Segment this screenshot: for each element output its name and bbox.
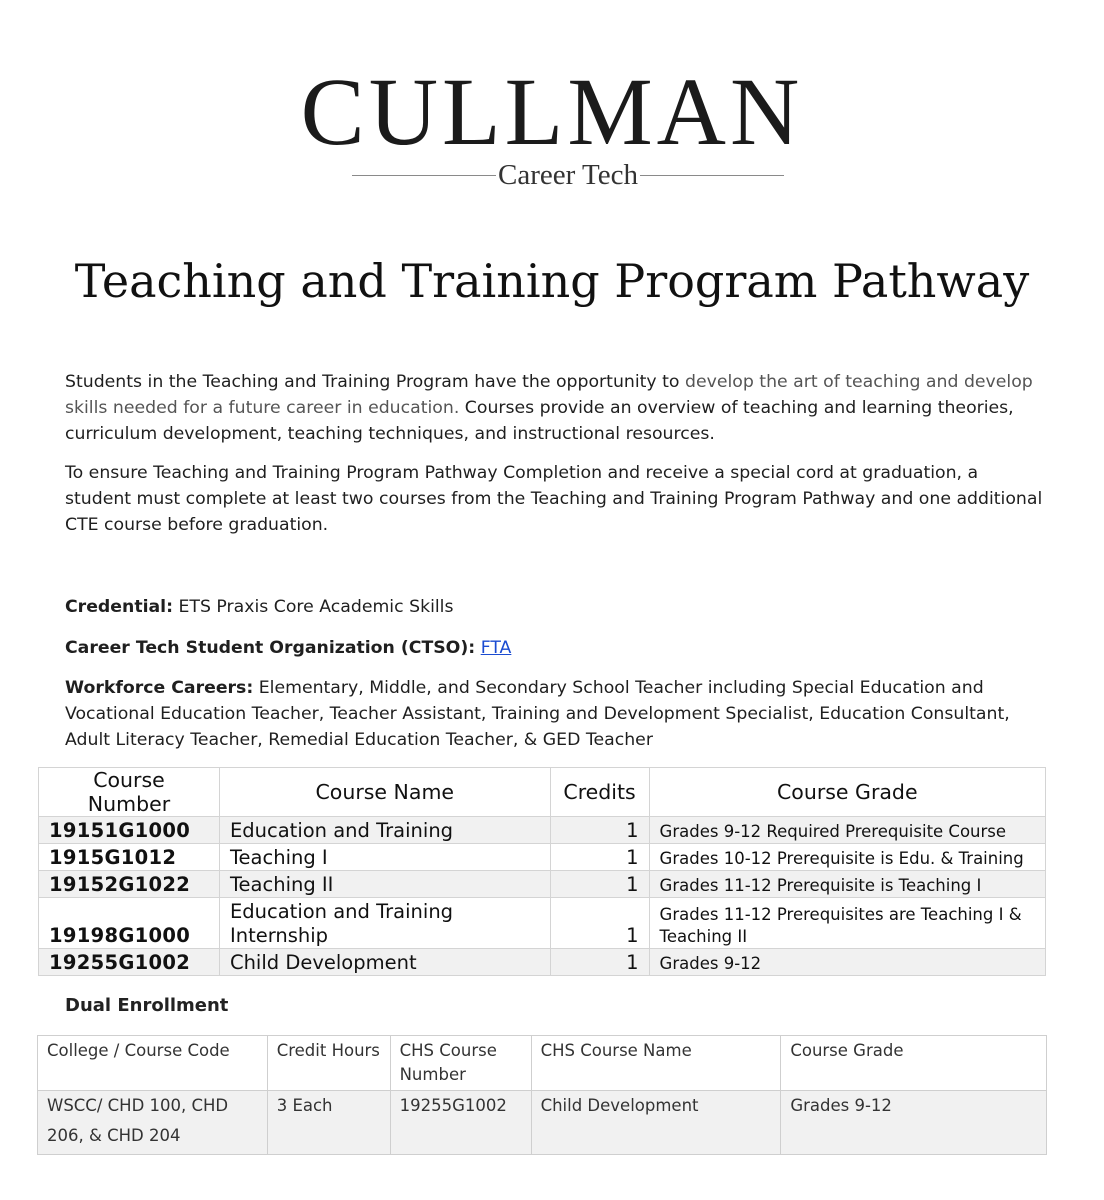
col-credit-hours: Credit Hours	[267, 1036, 390, 1091]
credential-line	[65, 594, 1055, 620]
course-grade: Grades 10-12 Prerequisite is Edu. & Training	[649, 844, 1045, 871]
table-row	[39, 871, 1046, 898]
logo-wordmark: CULLMAN	[300, 58, 804, 165]
course-table	[38, 767, 1046, 976]
logo-subtitle-row	[352, 160, 784, 190]
course-grade: Grades 9-12	[649, 949, 1045, 976]
intro-paragraph	[65, 369, 1045, 447]
course-number: 19255G1002	[39, 949, 220, 976]
course-name: Teaching I	[219, 844, 550, 871]
completion-paragraph: To ensure Teaching and Training Program Pathway Completion and receive a special cord at graduation, a student must complete at least two courses from the Teaching and Training Program Pathway and one additional CTE course before graduation.	[65, 463, 1043, 535]
ctso-label: Career Tech Student Organization (CTSO):	[65, 638, 476, 658]
course-name: Education and Training Internship	[219, 898, 550, 949]
course-number: 1915G1012	[39, 844, 220, 871]
intro-text-a: Students in the Teaching and Training Program have the opportunity to	[65, 372, 685, 392]
credential-value: ETS Praxis Core Academic Skills	[173, 597, 454, 617]
careers-line	[65, 675, 1055, 753]
course-credits: 1	[550, 817, 649, 844]
course-grade: Grades 11-12 Prerequisite is Teaching I	[649, 871, 1045, 898]
logo-rule-left	[352, 175, 496, 176]
fta-link[interactable]: FTA	[480, 638, 512, 658]
logo-subtitle: Career Tech	[498, 158, 638, 191]
col-course-grade: Course Grade	[649, 768, 1045, 817]
careers-label: Workforce Careers:	[65, 678, 254, 698]
course-credits: 1	[550, 871, 649, 898]
course-grade: Grades 9-12	[781, 1091, 1047, 1155]
course-name: Child Development	[219, 949, 550, 976]
course-credits: 1	[550, 844, 649, 871]
ctso-line	[65, 635, 1055, 661]
table-row	[38, 1091, 1047, 1155]
credit-hours: 3 Each	[267, 1091, 390, 1155]
course-table-header	[39, 768, 1046, 817]
table-row	[39, 844, 1046, 871]
course-name: Education and Training	[219, 817, 550, 844]
course-number: 19198G1000	[39, 898, 220, 949]
intro-text-c: Courses provide an overview of teaching and learning theories, curriculum development, teaching techniques, and instructional resources.	[65, 398, 1014, 444]
college-course-code: WSCC/ CHD 100, CHD 206, & CHD 204	[38, 1091, 268, 1155]
col-chs-course-name: CHS Course Name	[531, 1036, 781, 1091]
col-chs-course-number: CHS Course Number	[390, 1036, 531, 1091]
table-row	[39, 817, 1046, 844]
col-course-grade: Course Grade	[781, 1036, 1047, 1091]
dual-enrollment-heading: Dual Enrollment	[65, 995, 229, 1016]
col-course-number: Course Number	[39, 768, 220, 817]
course-grade: Grades 11-12 Prerequisites are Teaching I & Teaching II	[649, 898, 1045, 949]
table-row	[39, 949, 1046, 976]
chs-course-name: Child Development	[531, 1091, 781, 1155]
course-number: 19152G1022	[39, 871, 220, 898]
table-row	[39, 898, 1046, 949]
dual-enrollment-table	[37, 1035, 1047, 1155]
careers-value: Elementary, Middle, and Secondary School Teacher including Special Education and Vocational Education Teacher, Teacher Assistant, Training and Development Specialist, Education Consultant, Adult Literacy Teacher, Remedial Education Teacher, & GED Teacher	[65, 678, 1010, 750]
chs-course-number: 19255G1002	[390, 1091, 531, 1155]
col-credits: Credits	[550, 768, 649, 817]
dual-table-header	[38, 1036, 1047, 1091]
col-college-course-code: College / Course Code	[38, 1036, 268, 1091]
course-name: Teaching II	[219, 871, 550, 898]
intro-text-b: develop the art of teaching and develop skills needed for a future career in education.	[65, 372, 1033, 418]
course-credits: 1	[550, 898, 649, 949]
col-course-name: Course Name	[219, 768, 550, 817]
page-title: Teaching and Training Program Pathway	[74, 254, 1030, 308]
course-grade: Grades 9-12 Required Prerequisite Course	[649, 817, 1045, 844]
course-credits: 1	[550, 949, 649, 976]
course-number: 19151G1000	[39, 817, 220, 844]
logo-rule-right	[640, 175, 784, 176]
credential-label: Credential:	[65, 597, 173, 617]
cullman-career-tech-logo	[0, 58, 1104, 165]
